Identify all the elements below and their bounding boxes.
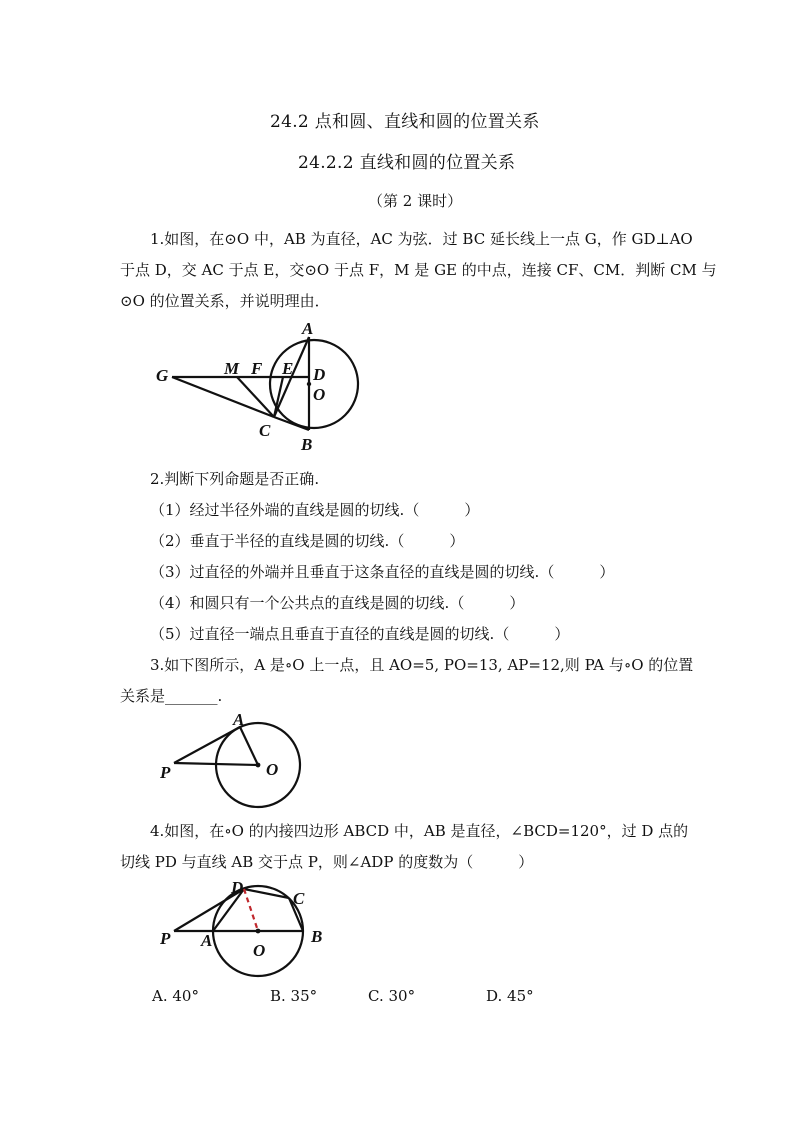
q1-line-3: ⊙O 的位置关系，并说明理由．: [120, 292, 330, 310]
q4-option-c: C. 30°: [368, 987, 416, 1005]
q3-label-a: A: [233, 710, 245, 729]
q1-line-2: 于点 D，交 AC 于点 E，交⊙O 于点 F，M 是 GE 的中点，连接 CF、CM．判断 CM 与: [120, 261, 717, 279]
q2-item-2: （2）垂直于半径的直线是圆的切线.（ ）: [150, 532, 465, 550]
q2-item-4: （4）和圆只有一个公共点的直线是圆的切线.（ ）: [150, 594, 525, 612]
q1-label-g: G: [156, 366, 169, 385]
q4-label-p: P: [160, 929, 171, 948]
q4-option-b: B. 35°: [270, 987, 318, 1005]
q1-label-d: D: [313, 365, 326, 384]
q1-label-o: O: [313, 385, 326, 404]
page-title: 24.2 点和圆、直线和圆的位置关系: [270, 112, 540, 132]
q3-label-o: O: [266, 760, 279, 779]
q4-option-a: A. 40°: [152, 987, 199, 1005]
q4-line-1: 4.如图，在∘O 的内接四边形 ABCD 中，AB 是直径，∠BCD=120°，过 D 点的: [150, 822, 689, 840]
q4-label-b: B: [311, 927, 323, 946]
q1-label-m: M: [224, 359, 240, 378]
q2-item-5: （5）过直径一端点且垂直于直径的直线是圆的切线.（ ）: [150, 625, 570, 643]
q2-stem: 2.判断下列命题是否正确.: [150, 470, 320, 488]
section-title: 24.2.2 直线和圆的位置关系: [298, 153, 516, 173]
q3-line-1: 3.如下图所示，A 是∘O 上一点，且 AO=5, PO=13, AP=12,则 PA 与∘O 的位置: [150, 656, 694, 674]
q1-label-f: F: [251, 359, 263, 378]
q1-label-b: B: [301, 435, 313, 454]
q4-dashed-do: [244, 889, 258, 931]
q3-label-p: P: [160, 763, 171, 782]
q1-label-e: E: [282, 359, 294, 378]
q4-label-c: C: [293, 889, 305, 908]
q2-item-3: （3）过直径的外端并且垂直于这条直径的直线是圆的切线.（ ）: [150, 563, 615, 581]
q4-line-2: 切线 PD 与直线 AB 交于点 P，则∠ADP 的度数为（ ）: [120, 853, 534, 871]
lesson-period: （第 2 课时）: [368, 192, 463, 210]
q3-line-2: 关系是_______.: [120, 687, 223, 705]
q2-item-1: （1）经过半径外端的直线是圆的切线.（ ）: [150, 501, 480, 519]
q4-label-a: A: [201, 931, 213, 950]
q4-label-o: O: [253, 941, 266, 960]
q1-label-a: A: [302, 319, 314, 338]
q1-label-c: C: [259, 421, 271, 440]
q4-option-d: D. 45°: [486, 987, 534, 1005]
q1-line-1: 1.如图，在⊙O 中，AB 为直径，AC 为弦．过 BC 延长线上一点 G，作 GD⊥AO: [150, 230, 693, 248]
q4-label-d: D: [231, 878, 244, 897]
q4-center-dot: [256, 929, 261, 934]
